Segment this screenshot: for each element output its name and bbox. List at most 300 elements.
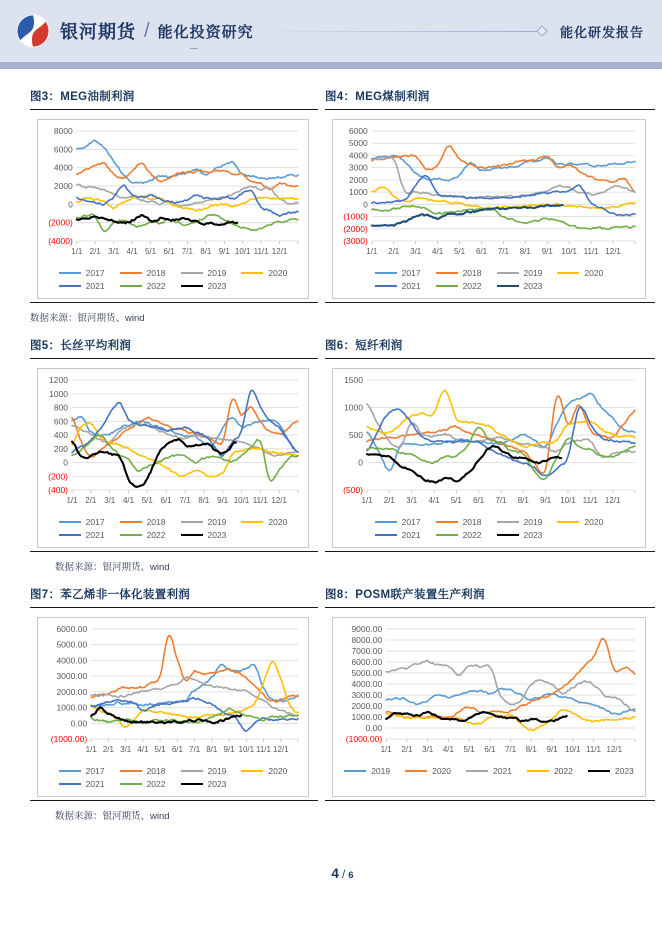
chart-legend	[344, 766, 634, 776]
svg-text:4/1: 4/1	[428, 496, 440, 505]
legend-line-swatch	[120, 770, 142, 772]
svg-text:3000: 3000	[348, 162, 368, 173]
legend-label: 2017	[401, 517, 421, 527]
svg-text:0: 0	[358, 457, 363, 468]
svg-text:9/1: 9/1	[546, 745, 558, 754]
legend-label: 2019	[523, 268, 543, 278]
legend-line-swatch	[375, 272, 397, 274]
svg-text:6000: 6000	[53, 144, 73, 155]
svg-text:2/1: 2/1	[383, 496, 395, 505]
svg-text:10/1: 10/1	[233, 496, 250, 505]
title-rule	[30, 607, 318, 608]
bottom-rule	[30, 551, 318, 552]
svg-text:8/1: 8/1	[525, 745, 537, 754]
legend-line-swatch	[497, 534, 519, 536]
legend-item-2017	[59, 766, 105, 776]
svg-text:3000.00: 3000.00	[351, 690, 383, 700]
legend-label: 2023	[614, 766, 634, 776]
plot-svg	[40, 125, 306, 265]
svg-text:11/1: 11/1	[586, 745, 601, 754]
svg-text:11/1: 11/1	[252, 496, 268, 505]
line-plot-fig6	[335, 374, 643, 514]
legend-label: 2019	[207, 517, 227, 527]
legend-item-2018	[120, 268, 166, 278]
svg-text:5000: 5000	[348, 138, 368, 149]
svg-text:5000.00: 5000.00	[351, 668, 383, 678]
chart-legend	[59, 268, 288, 291]
legend-line-swatch	[181, 534, 203, 536]
svg-text:1200: 1200	[49, 375, 68, 385]
legend-item-2020	[405, 766, 451, 776]
svg-text:5/1: 5/1	[141, 496, 153, 505]
legend-line-swatch	[59, 285, 81, 287]
svg-text:8000: 8000	[53, 126, 73, 136]
legend-label: 2022	[146, 281, 166, 291]
svg-text:500: 500	[348, 430, 363, 440]
svg-text:1000: 1000	[344, 402, 363, 413]
chart-card-fig4	[325, 88, 655, 303]
bottom-rule	[325, 302, 655, 303]
svg-text:8000.00: 8000.00	[351, 635, 383, 645]
svg-text:1/1: 1/1	[361, 496, 373, 505]
svg-text:1000: 1000	[348, 187, 368, 198]
svg-text:7/1: 7/1	[179, 496, 191, 505]
svg-text:9000.00: 9000.00	[351, 624, 383, 634]
svg-text:1000.00: 1000.00	[351, 712, 383, 722]
svg-text:12/1: 12/1	[606, 745, 623, 754]
legend-line-swatch	[59, 272, 81, 274]
chart-box	[37, 119, 309, 299]
page-number-separator: /	[341, 867, 346, 881]
legend-row	[59, 530, 288, 540]
svg-text:800: 800	[53, 402, 68, 413]
legend-item-2020	[557, 517, 603, 527]
legend-row	[375, 281, 604, 291]
legend-item-2021	[59, 530, 105, 540]
svg-text:4/1: 4/1	[432, 247, 444, 256]
plot-svg	[335, 623, 643, 763]
legend-item-2022	[120, 779, 166, 789]
chart-title-fig7: 图7：苯乙烯非一体化装置利润	[30, 589, 191, 601]
legend-label: 2021	[401, 530, 421, 540]
svg-text:1000: 1000	[49, 388, 68, 399]
svg-text:2000.00: 2000.00	[56, 686, 88, 697]
svg-text:200: 200	[53, 443, 68, 454]
svg-text:7/1: 7/1	[189, 745, 201, 754]
legend-line-swatch	[241, 770, 263, 772]
report-body	[0, 69, 662, 883]
page-number-total: 6	[348, 870, 354, 881]
legend-row	[59, 517, 288, 527]
svg-text:3/1: 3/1	[108, 247, 120, 256]
legend-item-2019	[181, 268, 227, 278]
legend-item-2020	[241, 268, 287, 278]
legend-line-swatch	[527, 770, 549, 772]
svg-text:10/1: 10/1	[560, 496, 576, 505]
svg-text:4000.00: 4000.00	[351, 679, 383, 689]
legend-line-swatch	[375, 534, 397, 536]
header-divider-line	[272, 31, 539, 32]
svg-text:400: 400	[53, 430, 68, 440]
svg-text:2/1: 2/1	[388, 247, 400, 256]
legend-item-2022	[436, 530, 482, 540]
legend-label: 2021	[85, 779, 105, 789]
svg-text:1500: 1500	[344, 375, 363, 385]
legend-line-swatch	[375, 521, 397, 523]
svg-text:600: 600	[53, 416, 68, 427]
chart-box	[332, 368, 646, 548]
svg-text:4/1: 4/1	[126, 247, 138, 256]
svg-text:(2000): (2000)	[48, 217, 73, 228]
legend-line-swatch	[59, 521, 81, 523]
page-footer	[30, 865, 655, 883]
svg-text:6/1: 6/1	[163, 247, 175, 256]
svg-text:6/1: 6/1	[473, 496, 485, 505]
svg-text:(4000): (4000)	[48, 236, 73, 246]
svg-text:4000: 4000	[348, 150, 368, 161]
svg-text:1/1: 1/1	[85, 745, 97, 754]
svg-text:0: 0	[63, 457, 68, 468]
svg-text:11/1: 11/1	[583, 247, 599, 256]
legend-item-2022	[527, 766, 573, 776]
legend-label: 2021	[401, 281, 421, 291]
division-name: 能化投资研究	[157, 23, 254, 41]
svg-text:6000.00: 6000.00	[351, 657, 383, 667]
title-rule	[325, 607, 655, 608]
legend-label: 2022	[462, 530, 482, 540]
legend-label: 2019	[523, 517, 543, 527]
svg-text:6/1: 6/1	[475, 247, 488, 256]
plot-svg	[335, 125, 643, 265]
legend-line-swatch	[181, 285, 203, 287]
legend-item-2019	[344, 766, 390, 776]
chart-box	[37, 368, 309, 548]
chart-card-fig5	[30, 337, 318, 552]
svg-text:4000: 4000	[53, 162, 73, 173]
svg-text:3000.00: 3000.00	[56, 671, 88, 682]
legend-row	[59, 281, 288, 291]
legend-label: 2020	[432, 766, 452, 776]
legend-item-2019	[497, 517, 543, 527]
legend-line-swatch	[557, 272, 579, 274]
svg-text:1/1: 1/1	[71, 247, 83, 256]
chart-title-fig5: 图5：长丝平均利润	[30, 340, 132, 352]
legend-line-swatch	[557, 521, 579, 523]
svg-text:3/1: 3/1	[422, 745, 434, 754]
legend-line-swatch	[375, 285, 397, 287]
svg-text:7/1: 7/1	[497, 247, 509, 256]
svg-text:9/1: 9/1	[540, 496, 552, 505]
legend-row	[344, 766, 634, 776]
legend-item-2020	[241, 517, 287, 527]
svg-text:8/1: 8/1	[198, 496, 210, 505]
legend-item-2023	[181, 281, 227, 291]
svg-text:(1000.00): (1000.00)	[345, 734, 383, 744]
legend-item-2021	[375, 530, 421, 540]
chart-card-fig8	[325, 586, 655, 801]
svg-text:12/1: 12/1	[273, 745, 289, 754]
plot-svg	[40, 374, 306, 514]
svg-text:2000: 2000	[348, 174, 368, 185]
svg-text:5/1: 5/1	[463, 745, 475, 754]
legend-line-swatch	[497, 521, 519, 523]
legend-label: 2022	[146, 779, 166, 789]
legend-label: 2022	[462, 281, 482, 291]
svg-text:10/1: 10/1	[561, 247, 577, 256]
legend-label: 2021	[85, 530, 105, 540]
legend-item-2020	[557, 268, 603, 278]
legend-line-swatch	[436, 285, 458, 287]
data-source-row-2: 数据来源：银河期货、wind	[55, 562, 170, 573]
title-rule	[325, 358, 655, 359]
legend-item-2020	[241, 766, 287, 776]
legend-line-swatch	[181, 521, 203, 523]
legend-row	[59, 766, 288, 776]
legend-item-2022	[436, 281, 482, 291]
legend-line-swatch	[181, 770, 203, 772]
legend-item-2022	[120, 530, 166, 540]
chart-legend	[59, 766, 288, 789]
legend-row	[375, 517, 604, 527]
svg-text:0: 0	[68, 199, 73, 210]
chart-title-fig8: 图8：POSM联产装置生产利润	[325, 589, 485, 601]
legend-label: 2018	[462, 268, 482, 278]
legend-item-2018	[120, 766, 166, 776]
svg-text:6/1: 6/1	[160, 496, 172, 505]
legend-row	[375, 268, 604, 278]
svg-text:2000.00: 2000.00	[351, 701, 383, 711]
bottom-rule	[325, 800, 655, 801]
legend-label: 2022	[553, 766, 573, 776]
svg-text:9/1: 9/1	[541, 247, 553, 256]
svg-text:8/1: 8/1	[519, 247, 531, 256]
title-rule	[30, 109, 318, 110]
legend-item-2018	[436, 517, 482, 527]
chart-box	[332, 119, 646, 299]
svg-text:0.00: 0.00	[70, 718, 88, 729]
legend-label: 2017	[85, 517, 105, 527]
legend-item-2023	[181, 779, 227, 789]
legend-line-swatch	[120, 534, 142, 536]
legend-line-swatch	[241, 272, 263, 274]
chart-legend	[59, 517, 288, 540]
svg-text:12/1: 12/1	[604, 496, 621, 505]
legend-label: 2023	[207, 281, 227, 291]
data-source-row-1: 数据来源：银河期货、wind	[30, 313, 145, 324]
legend-label: 2021	[493, 766, 512, 776]
svg-text:5/1: 5/1	[154, 745, 166, 754]
svg-text:1/1: 1/1	[366, 247, 378, 256]
legend-label: 2023	[523, 530, 543, 540]
legend-label: 2022	[146, 530, 166, 540]
legend-line-swatch	[436, 272, 458, 274]
svg-text:2/1: 2/1	[85, 496, 97, 505]
svg-text:4/1: 4/1	[137, 745, 149, 754]
chart-card-fig3	[30, 88, 318, 303]
svg-text:11/1: 11/1	[582, 496, 598, 505]
title-rule	[325, 109, 655, 110]
header-slash: /	[144, 19, 150, 42]
svg-text:5000.00: 5000.00	[56, 639, 88, 650]
chart-legend	[375, 517, 604, 540]
legend-item-2019	[181, 517, 227, 527]
legend-line-swatch	[436, 534, 458, 536]
legend-label: 2019	[207, 268, 227, 278]
svg-text:9/1: 9/1	[223, 745, 235, 754]
legend-label: 2020	[584, 268, 604, 278]
legend-item-2017	[59, 517, 105, 527]
line-plot-fig4	[335, 125, 643, 265]
svg-text:(200): (200)	[48, 471, 68, 482]
svg-text:12/1: 12/1	[605, 247, 621, 256]
legend-label: 2017	[85, 766, 105, 776]
legend-line-swatch	[497, 285, 519, 287]
legend-line-swatch	[120, 285, 142, 287]
legend-line-swatch	[405, 770, 427, 772]
svg-text:9/1: 9/1	[218, 247, 230, 256]
svg-text:7/1: 7/1	[181, 247, 193, 256]
legend-item-2017	[375, 517, 421, 527]
svg-text:3/1: 3/1	[406, 496, 418, 505]
legend-line-swatch	[120, 272, 142, 274]
svg-text:5/1: 5/1	[453, 247, 466, 256]
svg-text:7000.00: 7000.00	[351, 646, 383, 656]
svg-text:6/1: 6/1	[171, 745, 183, 754]
svg-text:10/1: 10/1	[238, 745, 255, 754]
legend-item-2021	[375, 281, 421, 291]
svg-text:11/1: 11/1	[256, 745, 271, 754]
plot-svg	[335, 374, 643, 514]
legend-item-2017	[375, 268, 421, 278]
legend-item-2018	[436, 268, 482, 278]
legend-item-2021	[59, 281, 105, 291]
svg-text:1000.00: 1000.00	[56, 702, 88, 713]
svg-text:2/1: 2/1	[89, 247, 101, 256]
svg-text:1/1: 1/1	[380, 745, 392, 754]
svg-text:(1000): (1000)	[343, 211, 368, 222]
svg-text:(1000.00): (1000.00)	[50, 734, 88, 744]
svg-text:7/1: 7/1	[495, 496, 507, 505]
svg-text:5/1: 5/1	[450, 496, 462, 505]
title-rule	[30, 358, 318, 359]
svg-text:10/1: 10/1	[565, 745, 581, 754]
bottom-rule	[30, 800, 318, 801]
svg-text:5/1: 5/1	[144, 247, 157, 256]
svg-text:8/1: 8/1	[200, 247, 212, 256]
legend-line-swatch	[436, 521, 458, 523]
svg-text:12/1: 12/1	[271, 496, 287, 505]
legend-label: 2023	[207, 779, 227, 789]
header-bottom-strip	[0, 62, 662, 69]
svg-text:11/1: 11/1	[253, 247, 269, 256]
legend-item-2023	[497, 281, 543, 291]
svg-text:4/1: 4/1	[442, 745, 454, 754]
legend-line-swatch	[59, 783, 81, 785]
legend-line-swatch	[466, 770, 488, 772]
legend-label: 2020	[268, 517, 288, 527]
legend-row	[59, 779, 288, 789]
svg-text:2/1: 2/1	[401, 745, 413, 754]
chart-title-fig3: 图3：MEG油制利润	[30, 91, 135, 103]
svg-text:(500): (500)	[343, 485, 363, 495]
svg-text:(400): (400)	[48, 485, 68, 495]
line-plot-fig7	[40, 623, 306, 763]
diamond-icon	[536, 25, 547, 36]
svg-text:6000.00: 6000.00	[56, 624, 88, 634]
legend-label: 2021	[85, 281, 105, 291]
legend-label: 2019	[207, 766, 227, 776]
galaxy-futures-logo-icon	[16, 14, 50, 48]
legend-line-swatch	[181, 783, 203, 785]
legend-label: 2020	[268, 766, 288, 776]
data-source-row-3: 数据来源：银河期货、wind	[55, 811, 170, 822]
legend-label: 2017	[401, 268, 421, 278]
legend-label: 2019	[371, 766, 391, 776]
svg-text:0: 0	[363, 199, 368, 210]
legend-line-swatch	[120, 783, 142, 785]
svg-text:4/1: 4/1	[122, 496, 135, 505]
svg-text:3/1: 3/1	[104, 496, 116, 505]
legend-line-swatch	[181, 272, 203, 274]
svg-text:0.00: 0.00	[365, 723, 383, 733]
svg-text:(2000): (2000)	[343, 223, 368, 234]
chart-card-fig7	[30, 586, 318, 801]
svg-text:7/1: 7/1	[505, 745, 517, 754]
svg-text:3/1: 3/1	[120, 745, 132, 754]
legend-line-swatch	[588, 770, 610, 772]
chart-row-2	[30, 337, 655, 552]
svg-text:2000: 2000	[53, 181, 73, 191]
legend-label: 2018	[462, 517, 482, 527]
header-subdash	[190, 48, 198, 49]
bottom-rule	[30, 302, 318, 303]
legend-label: 2020	[268, 268, 288, 278]
legend-label: 2018	[146, 766, 166, 776]
svg-text:4000.00: 4000.00	[56, 655, 88, 666]
chart-box	[37, 617, 309, 797]
legend-label: 2018	[146, 268, 166, 278]
line-plot-fig8	[335, 623, 643, 763]
legend-label: 2023	[523, 281, 543, 291]
line-plot-fig3	[40, 125, 306, 265]
legend-row	[375, 530, 604, 540]
chart-card-fig6	[325, 337, 655, 552]
line-plot-fig5	[40, 374, 306, 514]
legend-label: 2020	[584, 517, 604, 527]
chart-row-3	[30, 586, 655, 801]
svg-text:6000: 6000	[348, 126, 368, 136]
legend-label: 2018	[146, 517, 166, 527]
legend-item-2019	[181, 766, 227, 776]
legend-label: 2023	[207, 530, 227, 540]
bottom-rule	[325, 551, 655, 552]
legend-line-swatch	[241, 521, 263, 523]
svg-text:10/1: 10/1	[234, 247, 251, 256]
legend-line-swatch	[497, 272, 519, 274]
svg-text:1/1: 1/1	[66, 496, 78, 505]
report-header	[0, 0, 662, 62]
legend-row	[59, 268, 288, 278]
legend-line-swatch	[344, 770, 366, 772]
legend-item-2017	[59, 268, 105, 278]
chart-title-fig4: 图4：MEG煤制利润	[325, 91, 430, 103]
svg-text:8/1: 8/1	[517, 496, 529, 505]
chart-title-fig6: 图6：短纤利润	[325, 340, 403, 352]
legend-item-2021	[59, 779, 105, 789]
svg-text:6/1: 6/1	[484, 745, 496, 754]
legend-line-swatch	[59, 534, 81, 536]
legend-item-2023	[181, 530, 227, 540]
